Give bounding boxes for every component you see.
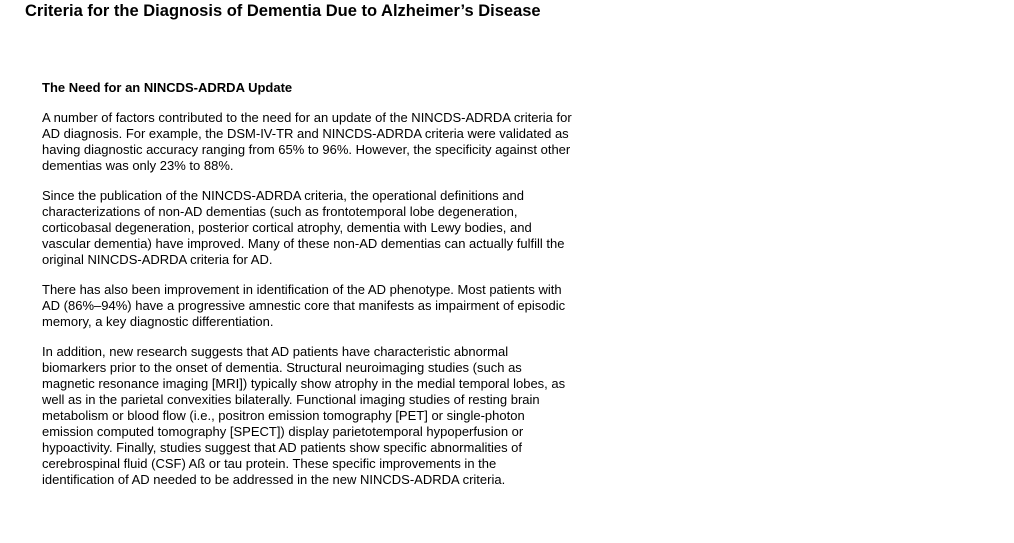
page-title: Criteria for the Diagnosis of Dementia Due to Alzheimer’s Disease xyxy=(25,2,541,20)
paragraph-ad-phenotype: There has also been improvement in identification of the AD phenotype. Most patients with AD (86%–94%) have a progressive amnestic core that manifests as impairment of episodic memory, a key diagnostic differentiation. xyxy=(42,282,566,329)
paragraph-update-factors: A number of factors contributed to the need for an update of the NINCDS-ADRDA criteria for AD diagnosis. For example, the DSM-IV-TR and NINCDS-ADRDA criteria were validated as having diagnostic accuracy ranging from 65% to 96%. However, the specificity against other dementias was only 23% to 88%. xyxy=(42,110,572,173)
paragraph-non-ad-dementias: Since the publication of the NINCDS-ADRDA criteria, the operational definitions and characterizations of non-AD dementias (such as frontotemporal lobe degeneration, corticobasal degeneration, posterior cortical atrophy, dementia with Lewy bodies, and vascular dementia) have improved. Many of these non-AD dementias can actually fulfill the original NINCDS-ADRDA criteria for AD. xyxy=(42,188,565,267)
section-heading: The Need for an NINCDS-ADRDA Update xyxy=(42,80,293,95)
paragraph-biomarkers: In addition, new research suggests that AD patients have characteristic abnormal biomarkers prior to the onset of dementia. Structural neuroimaging studies (such as magnetic resonance imaging [MRI]) typically show atrophy in the medial temporal lobes, as well as in the parietal convexities bilaterally. Functional imaging studies of resting brain metabolism or blood flow (i.e., positron emission tomography [PET] or single-photon emission computed tomography [SPECT]) display parietotemporal hypoperfusion or hypoactivity. Finally, studies suggest that AD patients show specific abnormalities of cerebrospinal fluid (CSF) Aß or tau protein. These specific improvements in the identification of AD needed to be addressed in the new NINCDS-ADRDA criteria. xyxy=(42,344,566,487)
section-content xyxy=(42,79,572,487)
